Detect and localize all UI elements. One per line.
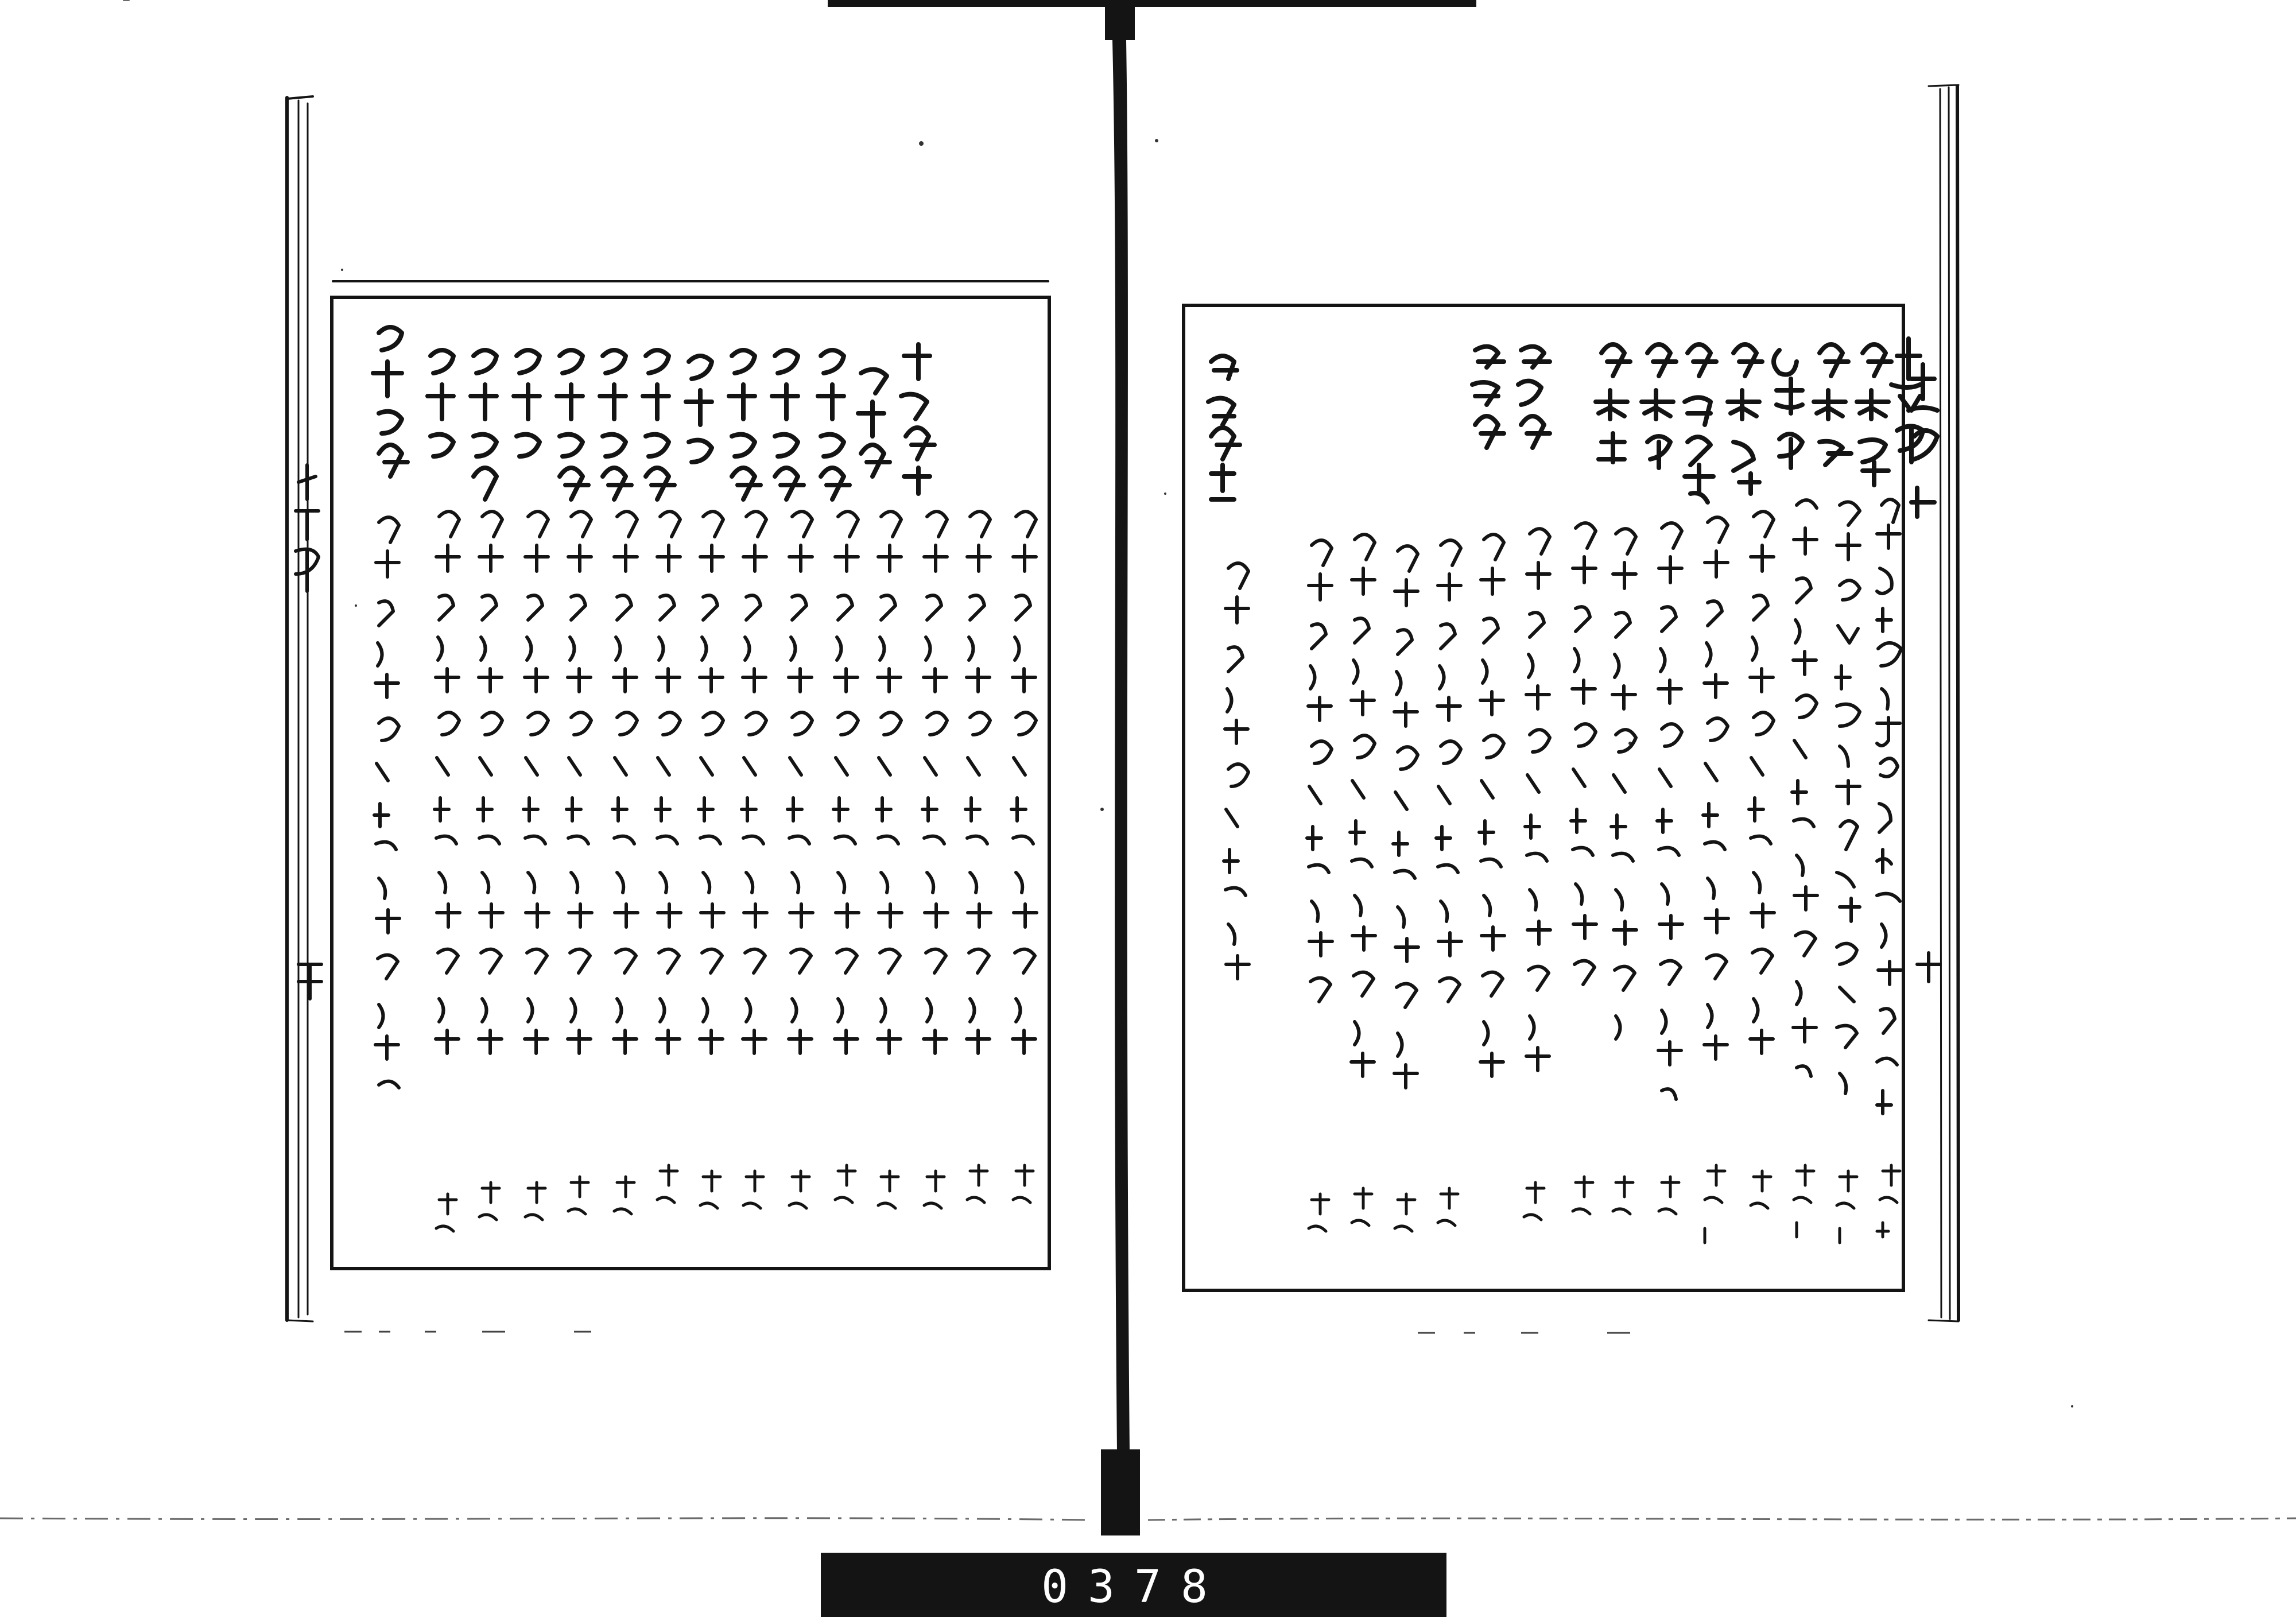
frame-label-bg [821, 1553, 1446, 1617]
top-edge-bar [828, 0, 1476, 7]
frame-number: 0378 [1041, 1561, 1227, 1613]
bottom-gutter-block [1101, 1449, 1140, 1535]
top-gutter-block [1105, 0, 1135, 40]
